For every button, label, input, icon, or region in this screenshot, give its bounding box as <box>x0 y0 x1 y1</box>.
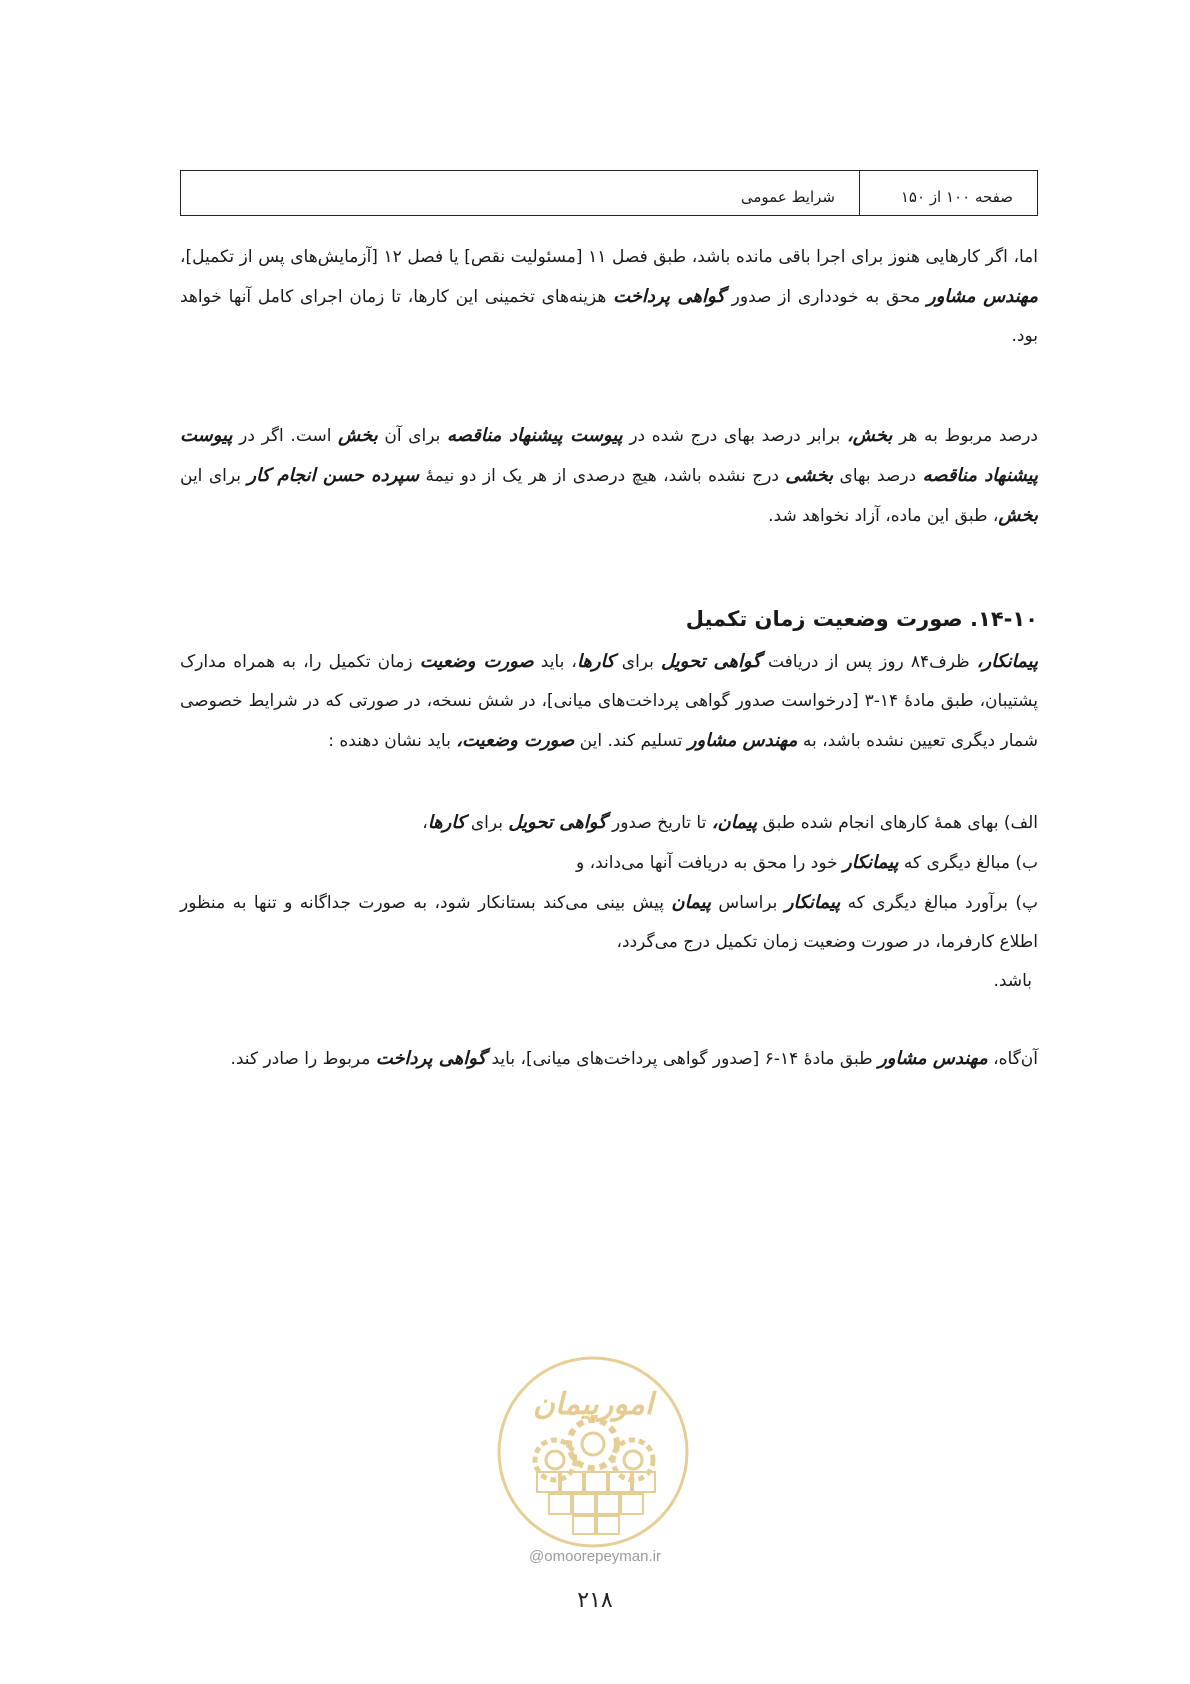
term-statement: صورت وضعیت <box>419 651 534 672</box>
statement-items-list <box>180 803 1038 1001</box>
term-engineer: مهندس مشاور <box>687 730 798 751</box>
term-section: بخش <box>338 425 378 446</box>
term-section: بخشی <box>785 465 834 486</box>
term-appendix-to-tender: پیوست پیشنهاد مناقصه <box>180 425 1038 486</box>
term-payment-certificate: گواهی پرداخت <box>375 1048 487 1069</box>
list-item-b <box>180 843 1038 883</box>
text: درج نشده باشد، هیچ درصدی از هر یک از دو نیمهٔ <box>419 466 786 486</box>
text: است. اگر در <box>232 426 339 446</box>
term-contract: پیمان، <box>711 812 758 833</box>
watermark-logo-text: امورپیمان <box>532 1387 654 1422</box>
text: الف) بهای همهٔ کارهای انجام شده طبق <box>757 813 1038 833</box>
text: ، باید <box>533 652 577 672</box>
term-taking-over-certificate: گواهی تحویل <box>661 651 761 672</box>
text: برای آن <box>377 426 448 446</box>
text: درصد مربوط به هر <box>892 426 1038 446</box>
header-section-title: شرایط عمومی <box>740 188 835 206</box>
term-statement: صورت وضعیت، <box>456 730 575 751</box>
term-section: بخش، <box>846 425 893 446</box>
text: برای این <box>180 466 248 486</box>
paragraph-statement-at-completion <box>180 642 1038 761</box>
text: برای <box>614 652 661 672</box>
text: خود را محق به دریافت آنها می‌داند، و <box>576 853 844 873</box>
text: تسلیم کند. این <box>574 731 688 751</box>
page-number: ۲۱۸ <box>577 1588 613 1613</box>
list-item-a <box>180 803 1038 843</box>
list-item-c <box>180 883 1038 962</box>
text: براساس <box>710 893 785 913</box>
text: پ) برآورد مبالغ دیگری که <box>840 893 1038 913</box>
section-heading: ۱۴-۱۰. صورت وضعیت زمان تکمیل <box>685 607 1038 631</box>
text: برای <box>465 813 509 833</box>
term-contractor: پیمانکار <box>784 892 841 913</box>
page-header <box>180 170 1038 216</box>
term-works: کارها <box>427 812 466 833</box>
paragraph-unfinished-works <box>180 238 1038 356</box>
text: تا تاریخ صدور <box>606 813 712 833</box>
text: محق به خودداری از صدور <box>724 287 927 307</box>
document-body <box>180 238 1038 1079</box>
list-end: باشد. <box>993 971 1032 991</box>
paragraph-section-percentage <box>180 416 1038 536</box>
term-engineer: مهندس مشاور <box>878 1048 988 1069</box>
term-appendix-to-tender: پیوست پیشنهاد مناقصه <box>447 425 623 446</box>
text: ، <box>422 813 428 833</box>
text: آن‌گاه، <box>987 1049 1038 1069</box>
text: پیش بینی می‌کند بستانکار شود، به صورت جداگانه و تنها به منظور اطلاع کارفرما، در صورت وضعیت زمان تکمیل درج می‌گردد، <box>180 893 1038 952</box>
text: ب) مبالغ دیگری که <box>898 853 1038 873</box>
text: اما، اگر کارهایی هنوز برای اجرا باقی مانده باشد، طبق فصل ۱۱ [مسئولیت نقص] یا فصل ۱۲ [آزمایش‌های پس از تکمیل]، <box>180 247 1038 267</box>
term-works: کارها <box>576 651 615 672</box>
term-section: بخش <box>998 505 1038 526</box>
text: زمان تکمیل را، به همراه مدارک پشتیبان، طبق مادهٔ ۱۴-۳ [درخواست صدور گواهی پرداخت‌های میانی]، در شش نسخه، در صورتی که در شرایط خصوصی شمار دیگری تعیین نشده باشد، به <box>180 652 1039 751</box>
term-contractor: پیمانکار <box>843 852 899 873</box>
text: طبق مادهٔ ۱۴-۶ [صدور گواهی پرداخت‌های میانی]، باید <box>486 1049 879 1069</box>
text: ، طبق این ماده، آزاد نخواهد شد. <box>768 506 999 526</box>
text: باید نشان دهنده : <box>328 731 457 751</box>
term-contractor: پیمانکار، <box>976 651 1038 672</box>
term-retention-money: سپرده حسن انجام کار <box>247 465 420 486</box>
term-taking-over-certificate: گواهی تحویل <box>508 812 607 833</box>
term-contract: پیمان <box>671 892 711 913</box>
watermark-site: @omoorepeyman.ir <box>529 1548 661 1565</box>
watermark-logo <box>493 1352 693 1552</box>
term-payment-certificate: گواهی پرداخت <box>613 286 725 307</box>
text: درصد بهای <box>833 466 923 486</box>
text: برابر درصد بهای درج شده در <box>622 426 847 446</box>
header-page-info: صفحه ۱۰۰ از ۱۵۰ <box>859 171 1037 215</box>
text: ظرف۸۴ روز پس از دریافت <box>760 652 977 672</box>
text: هزینه‌های تخمینی این کارها، تا زمان اجرای کامل آنها خواهد بود. <box>180 287 1038 346</box>
text: مربوط را صادر کند. <box>230 1049 376 1069</box>
term-engineer: مهندس مشاور <box>927 286 1038 307</box>
paragraph-engineer-certificate <box>180 1039 1038 1079</box>
